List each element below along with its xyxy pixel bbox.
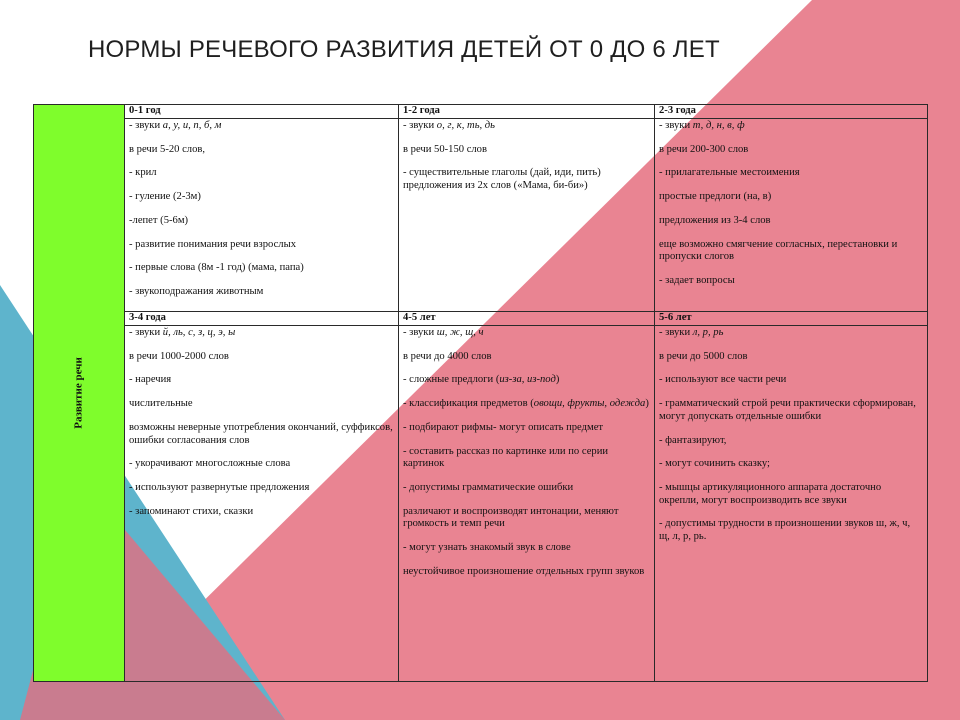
item-text: - используют все части речи (659, 374, 787, 386)
table-row-body-1 (34, 119, 928, 312)
cell-list (129, 327, 394, 518)
list-item (129, 167, 394, 180)
item-text: - классификация предметов ( (403, 398, 534, 410)
list-item (403, 144, 650, 157)
list-item (403, 482, 650, 495)
list-item (659, 351, 923, 364)
list-item (129, 374, 394, 387)
side-label-cell (34, 105, 125, 682)
list-item (129, 286, 394, 299)
item-text: - грамматический строй речи практически сформирован, могут допускать отдельные ошибки (659, 398, 916, 422)
item-text: в речи 5-20 слов, (129, 143, 206, 155)
item-text: - могут узнать знакомый звук в слове (403, 542, 571, 554)
table-cell (399, 119, 655, 312)
item-text: - подбирают рифмы- могут описать предмет (403, 421, 604, 433)
item-text: еще возможно смягчение согласных, перестановки и пропуски слогов (659, 238, 898, 263)
list-item (659, 239, 923, 264)
list-item (129, 262, 394, 275)
list-item (403, 351, 650, 364)
list-item (659, 327, 923, 340)
list-item (659, 482, 923, 507)
cell-list (403, 120, 650, 193)
list-item (129, 506, 394, 519)
item-text: - первые слова (8м -1 год) (мама, папа) (129, 262, 304, 274)
header-cell: 5-6 лет (655, 312, 928, 326)
item-text: - крил (129, 167, 157, 179)
item-italic-text: ш, ж, щ, ч (436, 327, 484, 338)
list-item (659, 275, 923, 288)
item-italic-text: л, р, рь (692, 327, 724, 338)
item-italic-text: о, г, к, ть, дь (436, 120, 495, 131)
list-item (403, 120, 650, 133)
table-cell (125, 326, 399, 682)
header-cell: 3-4 года (125, 312, 399, 326)
table-cell (399, 326, 655, 682)
item-text: - составить рассказ по картинке или по серии картинок (403, 445, 609, 470)
list-item (403, 327, 650, 340)
item-text: числительные (129, 398, 193, 410)
table-cell (125, 119, 399, 312)
list-item (129, 422, 394, 447)
item-text: - фантазируют, (659, 434, 727, 446)
list-item (129, 482, 394, 495)
list-item (403, 506, 650, 531)
list-item (659, 215, 923, 228)
cell-list (403, 327, 650, 578)
list-item (129, 144, 394, 157)
list-item (659, 374, 923, 387)
list-item (129, 215, 394, 228)
item-text: - наречия (129, 374, 172, 386)
list-item (659, 458, 923, 471)
item-text: возможны неверные употребления окончаний, суффиксов, ошибки согласования слов (129, 421, 393, 446)
list-item (403, 398, 650, 411)
item-text: - задает вопросы (659, 274, 735, 286)
list-item (659, 191, 923, 204)
item-italic-text: т, д, н, в, ф (692, 120, 745, 131)
item-text-after: ) (555, 374, 560, 386)
cell-list (659, 327, 923, 544)
item-text: - звукоподражания животным (129, 285, 264, 297)
list-item (659, 518, 923, 543)
list-item (129, 120, 394, 133)
item-text: в речи 200-300 слов (659, 143, 749, 155)
item-text: - запоминают стихи, сказки (129, 505, 254, 517)
list-item (403, 542, 650, 555)
item-text: - мышцы артикуляционного аппарата достаточно окрепли, могут воспроизводить все звуки (659, 481, 882, 506)
item-text-after: ) (645, 398, 649, 410)
item-text: - звуки (129, 327, 163, 338)
item-text: -лепет (5-6м) (129, 214, 189, 226)
table-cell (655, 326, 928, 682)
list-item (403, 167, 650, 192)
list-item (129, 327, 394, 340)
header-cell: 2-3 года (655, 105, 928, 119)
header-cell: 4-5 лет (399, 312, 655, 326)
cell-list (659, 120, 923, 288)
item-text: - допустимы грамматические ошибки (403, 481, 574, 493)
list-item (129, 398, 394, 411)
list-item (403, 566, 650, 579)
item-text: в речи 50-150 слов (403, 143, 487, 155)
cell-list (129, 120, 394, 299)
list-item (659, 398, 923, 423)
list-item (403, 374, 650, 387)
table-row-body-2 (34, 326, 928, 682)
item-text: - звуки (659, 327, 693, 338)
item-text: простые предлоги (на, в) (659, 191, 772, 203)
header-cell: 1-2 года (399, 105, 655, 119)
item-text: - звуки (403, 327, 437, 338)
item-italic-text: из-за, из-под (499, 374, 556, 386)
header-cell: 0-1 год (125, 105, 399, 119)
list-item (129, 191, 394, 204)
item-text: в речи 1000-2000 слов (129, 350, 229, 362)
table-cell (655, 119, 928, 312)
list-item (403, 422, 650, 435)
list-item (659, 120, 923, 133)
item-text: в речи до 5000 слов (659, 350, 748, 362)
list-item (659, 435, 923, 448)
item-text: - сложные предлоги ( (403, 374, 500, 386)
list-item (659, 167, 923, 180)
list-item (129, 351, 394, 364)
item-text: - существительные глаголы (дай, иди, пить) предложения из 2х слов («Мама, би-би») (403, 167, 601, 192)
item-italic-text: а, у, и, п, б, м (162, 120, 222, 131)
item-text: различают и воспроизводят интонации, меняют громкость и темп речи (403, 505, 619, 530)
side-label: Развитие речи (72, 357, 85, 429)
item-text: - могут сочинить сказку; (659, 458, 770, 470)
item-text: - развитие понимания речи взрослых (129, 238, 297, 250)
item-text: предложения из 3-4 слов (659, 214, 771, 226)
slide-title: НОРМЫ РЕЧЕВОГО РАЗВИТИЯ ДЕТЕЙ ОТ 0 ДО 6 ЛЕТ (88, 36, 720, 63)
list-item (129, 239, 394, 252)
table-row-headers-1 (34, 105, 928, 119)
item-text: - звуки (129, 120, 163, 131)
item-text: в речи до 4000 слов (403, 350, 492, 362)
item-text: - звуки (403, 120, 437, 131)
list-item (659, 144, 923, 157)
item-italic-text: й, ль, с, з, ц, э, ы (162, 327, 236, 338)
item-text: - допустимы трудности в произношении звуков ш, ж, ч, щ, л, р, рь. (659, 518, 911, 543)
list-item (129, 458, 394, 471)
item-text: - гуление (2-3м) (129, 191, 201, 203)
item-text: - укорачивают многосложные слова (129, 458, 291, 470)
item-text: - звуки (659, 120, 693, 131)
item-text: неустойчивое произношение отдельных групп звуков (403, 565, 645, 577)
item-text: - используют развернутые предложения (129, 481, 310, 493)
table-row-headers-2 (34, 312, 928, 326)
item-text: - прилагательные местоимения (659, 167, 800, 179)
list-item (403, 446, 650, 471)
speech-norms-table (33, 104, 928, 682)
item-italic-text: овощи, фрукты, одежда (533, 398, 646, 410)
